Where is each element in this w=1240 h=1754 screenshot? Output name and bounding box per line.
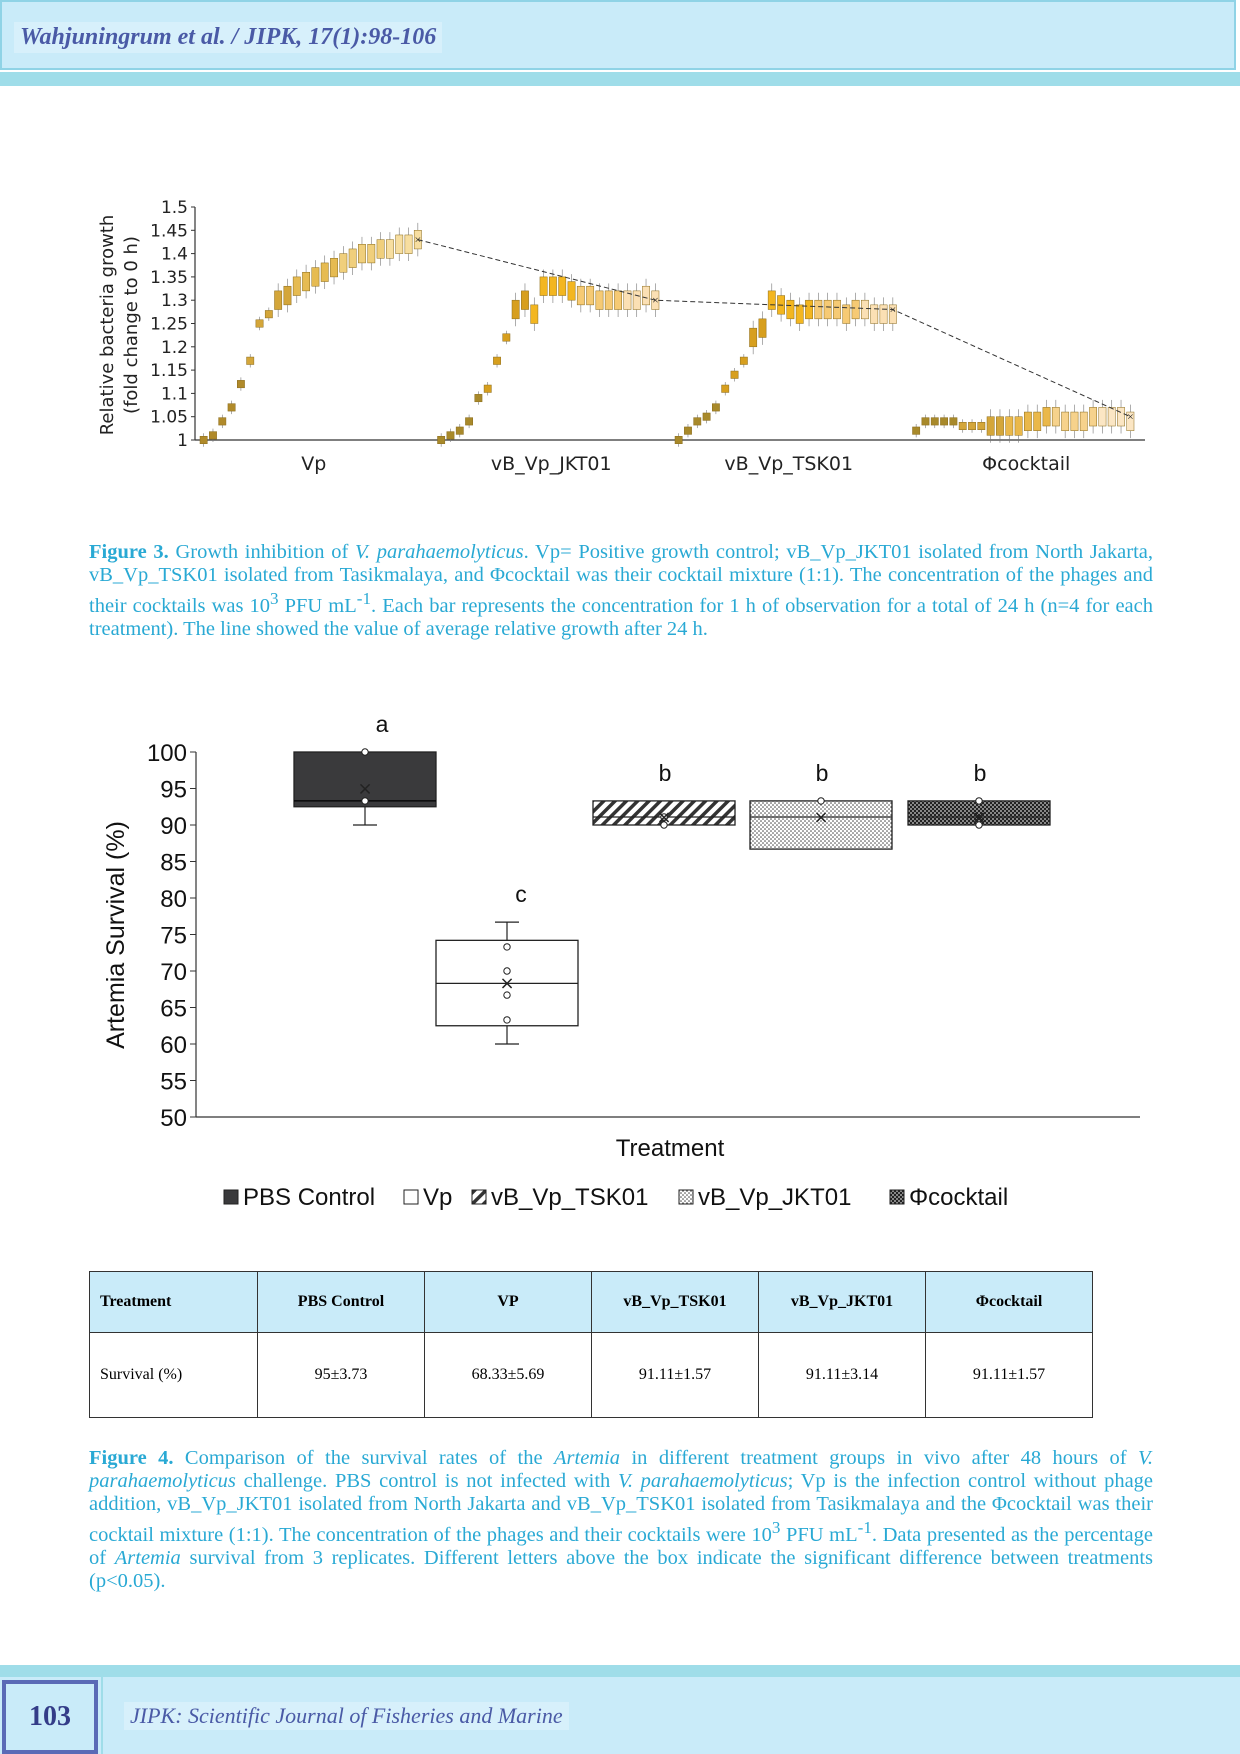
legend-label: PBS Control <box>243 1184 376 1211</box>
growth-box <box>1043 407 1050 426</box>
table-cell: 91.11±1.57 <box>592 1333 759 1418</box>
growth-box <box>1099 407 1106 426</box>
growth-box <box>330 258 337 277</box>
legend-swatch <box>224 1190 238 1204</box>
y-tick-label: 95 <box>160 776 187 804</box>
mean-marker: × <box>656 806 672 828</box>
mean-marker: × <box>499 973 515 995</box>
growth-box <box>759 319 766 338</box>
growth-box <box>568 282 575 301</box>
growth-box <box>247 357 254 364</box>
table-header-cell: Φcocktail <box>926 1272 1093 1333</box>
journal-name: JIPK: Scientific Journal of Fisheries and Marine <box>124 1702 569 1730</box>
significance-letter: b <box>815 759 829 786</box>
legend-swatch <box>404 1190 418 1204</box>
y-tick-label: 1.4 <box>160 244 188 265</box>
growth-box <box>712 404 719 411</box>
y-tick-label: 100 <box>146 740 187 767</box>
growth-box <box>219 418 226 425</box>
data-point <box>504 1017 510 1023</box>
growth-box <box>614 291 621 310</box>
growth-box <box>750 328 757 347</box>
growth-box <box>321 263 328 282</box>
table-header-cell: vB_Vp_TSK01 <box>592 1272 759 1333</box>
growth-box <box>815 300 822 319</box>
growth-box <box>1006 417 1013 436</box>
growth-box <box>256 320 263 327</box>
caption-text: . Data presented as the percentage of <box>89 1523 1153 1569</box>
average-marker: × <box>414 232 422 247</box>
growth-box <box>405 235 412 254</box>
superscript: -1 <box>857 1518 872 1537</box>
y-tick-label: 1.35 <box>150 267 188 288</box>
growth-box <box>302 272 309 291</box>
figure-4-label: Figure 4. <box>89 1447 174 1469</box>
table-cell: 91.11±1.57 <box>926 1333 1093 1418</box>
average-marker: × <box>1126 409 1134 424</box>
growth-box <box>521 291 528 310</box>
growth-chart-svg <box>80 190 1160 530</box>
growth-box <box>368 244 375 263</box>
caption-text: Growth inhibition of <box>175 541 349 563</box>
growth-box <box>824 300 831 319</box>
growth-box <box>349 249 356 268</box>
y-axis-label <box>97 215 142 436</box>
caption-text: challenge. PBS control is not infected with <box>243 1470 611 1492</box>
growth-box <box>694 418 701 425</box>
legend-label: vB_Vp_JKT01 <box>698 1184 852 1211</box>
artemia-name: Artemia <box>554 1447 621 1469</box>
caption-text: PFU mL <box>278 594 357 617</box>
caption-text: ; Vp is the infection control without phage addition, vB_Vp_JKT01 isolated from North Jakarta and vB_Vp_TSK01 isolated from Tasikmalaya and the Φcocktail was their cocktail mixture (1:1). The concentration of the phages and their cocktails were 10 <box>89 1470 1154 1546</box>
growth-box <box>940 418 947 425</box>
growth-box <box>559 277 566 296</box>
growth-box <box>503 334 510 341</box>
y-tick-label: 65 <box>160 995 187 1023</box>
y-tick-label: 50 <box>160 1105 187 1132</box>
legend-swatch <box>679 1190 693 1204</box>
growth-box <box>237 380 244 387</box>
growth-box <box>200 436 207 443</box>
growth-box <box>703 413 710 420</box>
growth-box <box>922 418 929 425</box>
growth-box <box>475 394 482 401</box>
growth-box <box>833 300 840 319</box>
growth-box <box>605 291 612 310</box>
caption-text: in different treatment groups in vivo after 48 hours of <box>631 1447 1127 1469</box>
table-cell: 68.33±5.69 <box>425 1333 592 1418</box>
survival-table <box>89 1271 1093 1418</box>
growth-box <box>996 417 1003 436</box>
average-growth-line <box>418 240 1131 417</box>
growth-box <box>740 357 747 364</box>
growth-box <box>787 300 794 319</box>
average-marker: × <box>651 293 659 308</box>
y-tick-label: 1.1 <box>160 384 188 405</box>
growth-box <box>968 422 975 429</box>
y-tick-label: 1 <box>177 431 188 451</box>
growth-box <box>722 385 729 392</box>
x-category-label: vB_Vp_TSK01 <box>724 453 854 475</box>
table-header-cell: PBS Control <box>258 1272 425 1333</box>
growth-box <box>275 291 282 310</box>
figure-4-chart <box>80 700 1160 1220</box>
average-marker: × <box>889 302 897 317</box>
growth-box <box>340 254 347 273</box>
growth-box <box>796 305 803 324</box>
x-category-label: vB_Vp_JKT01 <box>490 453 612 475</box>
data-point <box>504 944 510 950</box>
caption-text: PFU mL <box>780 1523 858 1546</box>
table-header-cell: Treatment <box>90 1272 258 1333</box>
growth-box <box>959 422 966 429</box>
header-bar <box>0 0 1236 70</box>
growth-box <box>265 310 272 317</box>
growth-box <box>950 418 957 425</box>
growth-box <box>684 427 691 434</box>
y-tick-label: 1.2 <box>160 337 188 358</box>
growth-box <box>768 291 775 310</box>
growth-box <box>493 357 500 364</box>
growth-box <box>577 286 584 305</box>
survival-chart-svg <box>80 700 1160 1220</box>
growth-box <box>880 305 887 324</box>
growth-box <box>1052 407 1059 426</box>
mean-marker: × <box>813 806 829 828</box>
running-title: Wahjuningrum et al. / JIPK, 17(1):98-106 <box>14 22 442 53</box>
figure-3-caption <box>89 541 1153 641</box>
legend-label: vB_Vp_TSK01 <box>491 1184 649 1211</box>
artemia-name: Artemia <box>114 1546 181 1569</box>
growth-box <box>1108 407 1115 426</box>
growth-box <box>587 286 594 305</box>
species-name: V. parahaemolyticus <box>355 541 524 563</box>
growth-box <box>978 422 985 429</box>
data-point <box>362 749 368 755</box>
growth-box <box>386 240 393 259</box>
growth-box <box>1080 412 1087 431</box>
y-axis-label-line: (fold change to 0 h) <box>121 236 142 414</box>
growth-box <box>731 371 738 378</box>
growth-box <box>531 305 538 324</box>
header-strip <box>0 72 1240 86</box>
growth-box <box>913 427 920 434</box>
significance-letter: c <box>515 881 527 908</box>
y-tick-label: 1.25 <box>150 314 188 335</box>
data-point <box>976 798 982 804</box>
growth-box <box>987 417 994 436</box>
growth-box <box>1034 412 1041 431</box>
table-header-row <box>90 1272 1093 1333</box>
growth-box <box>438 436 445 443</box>
legend-label: Φcocktail <box>909 1184 1009 1211</box>
growth-box <box>465 418 472 425</box>
significance-letter: a <box>375 711 389 737</box>
data-point <box>818 798 824 804</box>
legend-swatch <box>472 1190 486 1204</box>
growth-box <box>675 436 682 443</box>
y-tick-label: 70 <box>160 959 187 986</box>
superscript: 3 <box>771 1518 781 1537</box>
table-header-cell: VP <box>425 1272 592 1333</box>
y-tick-label: 1.5 <box>160 198 188 218</box>
legend-swatch <box>890 1190 904 1204</box>
growth-box <box>633 291 640 310</box>
growth-box <box>456 427 463 434</box>
growth-box <box>861 300 868 319</box>
growth-box <box>484 385 491 392</box>
caption-text: . Vp= Positive growth control; vB_Vp_JKT01 isolated from North Jakarta, vB_Vp_TSK01 isolated from Tasikmalaya, and Φcocktail was their cocktail mixture (1:1). The concentration of the phages and their cocktails was 10 <box>89 541 1154 617</box>
page-number: 103 <box>29 1701 71 1732</box>
y-tick-label: 85 <box>160 849 187 877</box>
figure-3-chart <box>80 190 1160 530</box>
figure-4-caption <box>89 1447 1153 1593</box>
significance-letter: b <box>658 759 672 786</box>
y-tick-label: 60 <box>160 1032 187 1059</box>
significance-letter: b <box>973 759 987 786</box>
species-name: V. parahaemolyticus <box>617 1470 788 1492</box>
growth-box <box>512 300 519 319</box>
footer-divider <box>101 1677 103 1754</box>
growth-box <box>871 305 878 324</box>
growth-box <box>805 300 812 319</box>
x-axis-label: Treatment <box>615 1135 725 1162</box>
table-cell: 91.11±3.14 <box>759 1333 926 1418</box>
growth-box <box>447 432 454 439</box>
growth-box <box>1071 412 1078 431</box>
table-header-cell: vB_Vp_JKT01 <box>759 1272 926 1333</box>
x-category-label: Φcocktail <box>982 453 1071 475</box>
growth-box <box>377 240 384 259</box>
table-cell: Survival (%) <box>90 1333 258 1418</box>
page-number-box <box>2 1680 98 1754</box>
y-tick-label: 1.45 <box>150 221 188 242</box>
growth-box <box>284 286 291 305</box>
y-axis-label: Artemia Survival (%) <box>102 821 130 1049</box>
mean-marker: × <box>357 778 373 800</box>
growth-box <box>358 244 365 263</box>
growth-box <box>1117 407 1124 426</box>
y-axis-label-line: Relative bacteria growth <box>97 214 118 436</box>
y-tick-label: 90 <box>160 813 187 840</box>
growth-box <box>1024 412 1031 431</box>
y-tick-label: 55 <box>160 1068 187 1096</box>
y-tick-label: 1.15 <box>150 361 188 382</box>
growth-box <box>312 268 319 287</box>
y-tick-label: 1.3 <box>160 291 188 312</box>
y-tick-label: 75 <box>160 922 187 950</box>
caption-text: survival from 3 replicates. Different letters above the box indicate the significant difference between treatments (p<0.05). <box>89 1546 1154 1592</box>
growth-box <box>228 404 235 411</box>
table-row <box>90 1333 1093 1418</box>
caption-text: . Each bar represents the concentration for 1 h of observation for a total of 24 h (n=4 for each treatment). The line showed the value of average relative growth after 24 h. <box>89 594 1154 640</box>
table-cell: 95±3.73 <box>258 1333 425 1418</box>
growth-box <box>596 291 603 310</box>
growth-box <box>293 277 300 296</box>
figure-3-label: Figure 3. <box>89 541 169 563</box>
y-tick-label: 80 <box>160 886 187 913</box>
legend-label: Vp <box>423 1184 453 1211</box>
growth-box <box>931 418 938 425</box>
growth-box <box>540 277 547 296</box>
mean-marker: × <box>971 806 987 828</box>
species-name: V. parahaemolyticus <box>89 1447 1154 1492</box>
y-tick-label: 1.05 <box>150 407 188 428</box>
growth-box <box>1089 407 1096 426</box>
x-category-label: Vp <box>301 453 327 475</box>
caption-text: Comparison of the survival rates of the <box>184 1447 543 1469</box>
growth-box <box>209 432 216 439</box>
superscript: -1 <box>356 589 372 608</box>
growth-box <box>852 300 859 319</box>
growth-box <box>549 277 556 296</box>
growth-box <box>642 286 649 305</box>
footer-strip <box>0 1665 1240 1677</box>
growth-box <box>1015 417 1022 436</box>
growth-box <box>1062 412 1069 431</box>
growth-box <box>396 235 403 254</box>
superscript: 3 <box>270 589 279 608</box>
